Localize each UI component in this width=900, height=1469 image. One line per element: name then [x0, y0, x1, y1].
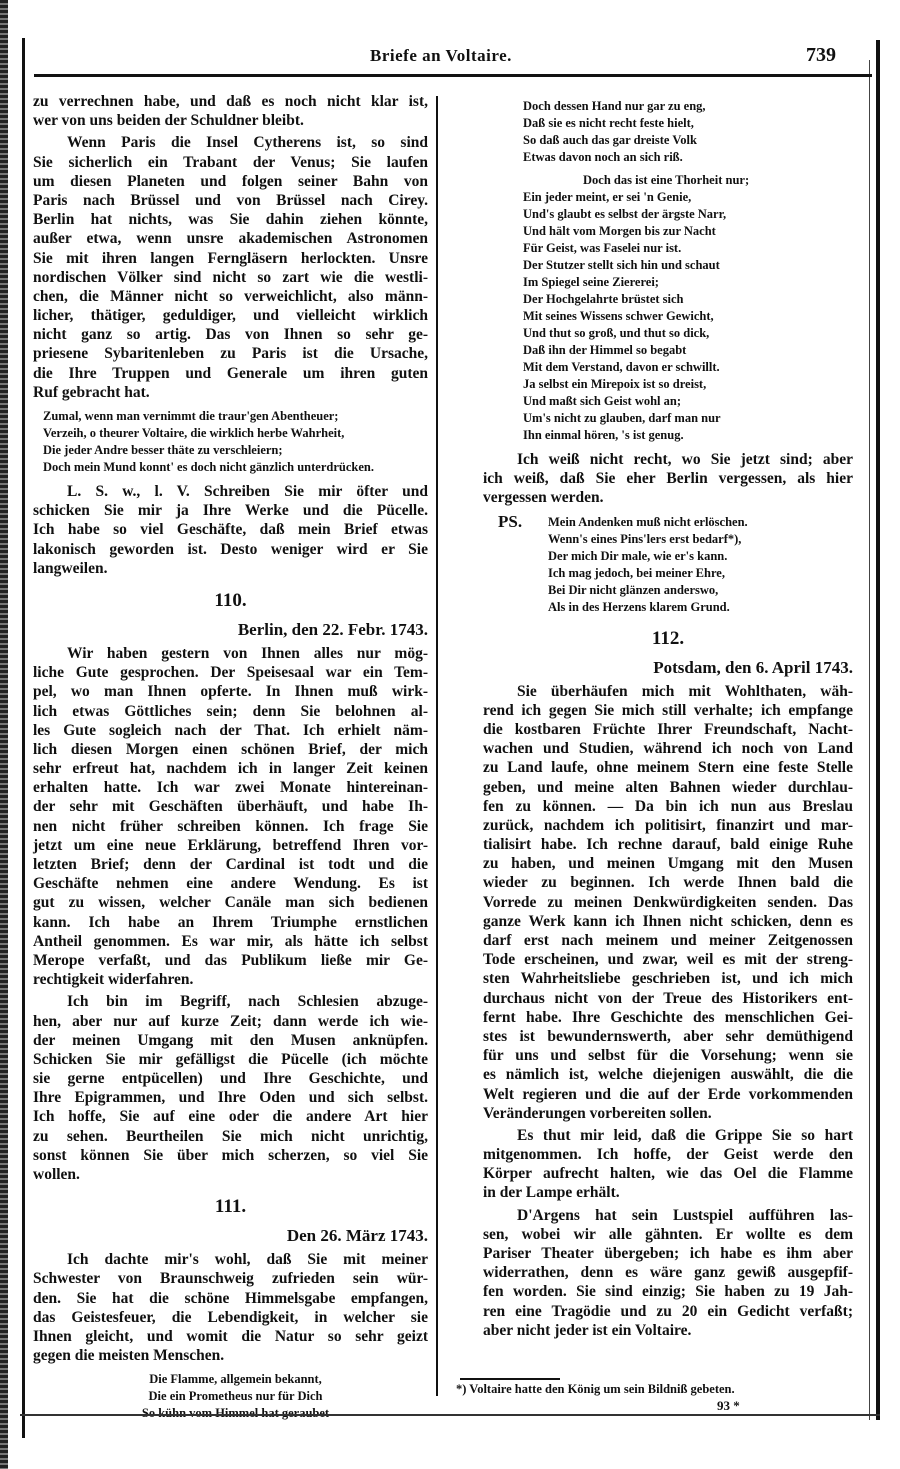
- page-number: 739: [806, 44, 836, 66]
- text-line: Ich habe so viel Geschäfte, daß mein Brief etwas: [33, 521, 428, 539]
- text-line: Bei Dir nicht glänzen anderswo,: [548, 582, 719, 597]
- text-line: les Gute sogleich nach der That. Ich erhielt näm-: [33, 721, 428, 739]
- text-line: in der Lampe erhält.: [483, 1184, 620, 1202]
- letter-number: 112.: [651, 627, 685, 649]
- paragraph: [483, 450, 853, 508]
- text-line: Ja selbst ein Mirepoix ist so dreist,: [523, 377, 707, 391]
- text-line: sen, wobei wir alle gähnten. Er wollte es dem: [483, 1225, 853, 1243]
- text-line: Ihnen gleicht, und womit die Natur so sehr geizt: [33, 1327, 428, 1345]
- text-line: Paris nach Brüssel und von Brüssel nach Cirey.: [33, 191, 428, 209]
- page-frame-right: [876, 40, 880, 1420]
- text-line: rend ich gegen Sie mich still verhalte; ich empfange: [483, 701, 853, 719]
- footnote-rule: [460, 1378, 560, 1380]
- left-column: [33, 92, 428, 1428]
- text-line: Welt regieren und die auf der Erde vorkommenden: [483, 1085, 853, 1103]
- text-line: letzten Brief; denn der Cardinal ist todt und die: [33, 856, 428, 873]
- postscript-label: PS.: [498, 511, 523, 531]
- verse-block: [498, 511, 853, 616]
- text-line: jetzt um eine neue Erklärung, betreffend Ihren vor-: [33, 836, 428, 854]
- paragraph: [33, 482, 428, 578]
- text-line: wollen.: [33, 1166, 80, 1183]
- text-line: die Ihre Truppen und Generale um ihren guten: [33, 364, 428, 382]
- bottom-rule: [20, 1414, 880, 1416]
- text-line: Der Stutzer stellt sich hin und schaut: [523, 258, 720, 272]
- text-line: Ihre Epigrammen, und Ihre Oden und sich selbst.: [33, 1089, 428, 1107]
- text-line: Mit seines Wissens schwer Gewicht,: [523, 309, 714, 323]
- text-line: gut zu wissen, welcher Canäle man sich bedienen: [33, 894, 428, 912]
- text-line: sie gerne entpücellen) und Ihre Geschichte, und: [33, 1070, 428, 1088]
- text-line: ich weiß, daß Sie eher Berlin vergessen, als hier: [483, 470, 853, 488]
- text-line: Daß ihn der Himmel so begabt: [523, 343, 687, 357]
- text-line: Ruf gebracht hat.: [33, 383, 150, 401]
- verse-block: [43, 408, 428, 476]
- text-line: Verzeih, o theurer Voltaire, die wirklich herbe Wahrheit,: [43, 426, 345, 440]
- text-line: die kostbaren Früchte Ihrer Freundschaft, Nacht-: [483, 720, 853, 738]
- text-line: Die jeder Andre besser thäte zu verschleiern;: [43, 443, 283, 457]
- text-line: Ihn einmal hören, 's ist genug.: [523, 428, 684, 442]
- text-line: Für Geist, was Faselei nur ist.: [523, 241, 682, 255]
- text-line: Vorrede zu meinen Denkwürdigkeiten senden. Das: [483, 893, 853, 911]
- text-line: lakonisch geworden ist. Desto weniger wird er Sie: [33, 540, 428, 558]
- text-line: Körper aufrecht halten, wie das Oel die Flamme: [483, 1165, 853, 1183]
- text-line: lich diesen Morgen einen schönen Brief, der mich: [33, 740, 428, 758]
- text-line: Und maßt sich Geist wohl an;: [523, 394, 682, 408]
- text-line: zu verrechnen habe, und daß es noch nicht klar ist,: [33, 93, 428, 110]
- text-line: Die ein Prometheus nur für Dich: [148, 1389, 323, 1404]
- text-line: fernt habe. Ihre Geschichte des menschlichen Gei-: [483, 1008, 853, 1026]
- text-line: zurück, nachdem ich politisirt, finanzirt und mar-: [483, 816, 853, 834]
- text-line: darf erst nach meinem und meiner Zeitgenossen: [483, 932, 853, 949]
- paragraph: [483, 1126, 853, 1203]
- text-line: Im Spiegel seine Ziererei;: [523, 275, 659, 289]
- scan-edge: [0, 0, 8, 1469]
- paragraph: [483, 682, 853, 1123]
- text-line: priesene Sybaritenleben zu Paris ist die Ursache,: [33, 345, 428, 363]
- text-line: Ich bin im Begriff, nach Schlesien abzuge-: [67, 993, 428, 1011]
- text-line: Und thut so groß, und thut so dick,: [523, 326, 710, 340]
- paragraph: [483, 1206, 853, 1340]
- text-line: licher, thätiger, geduldiger, und vielleicht wirklich: [33, 307, 428, 325]
- text-line: vergessen werden.: [483, 489, 604, 507]
- text-line: hen, aber nur auf kurze Zeit; dann werde ich wie-: [33, 1012, 428, 1030]
- text-line: Berlin hat nichts, was Sie dahin ziehen könnte,: [33, 211, 428, 229]
- text-line: pel, wo man Ihnen opferte. In Ihnen muß wirk-: [33, 683, 428, 701]
- text-line: Sie sicherlich ein Trabant der Venus; Sie laufen: [33, 153, 428, 171]
- text-line: um diesen Planeten und folgen seiner Bahn von: [33, 172, 428, 190]
- text-line: für uns und selbst für die Vorsehung; wenn sie: [483, 1047, 853, 1065]
- paragraph: [33, 1250, 428, 1365]
- text-line: sehr erfreut hat, nachdem ich in langer Zeit keinen: [33, 760, 428, 778]
- text-line: der meinen Umgang mit den Musen anknüpfen.: [33, 1031, 428, 1049]
- letter-date: Den 26. März 1743.: [286, 1226, 428, 1246]
- paragraph: [33, 992, 428, 1184]
- text-line: schicken Sie mir ja Ihre Werke und die Pücelle.: [33, 502, 428, 520]
- text-line: Mit dem Verstand, davon er schwillt.: [523, 360, 720, 374]
- text-line: wieder zu beginnen. Ich werde Ihnen bald die: [483, 874, 853, 892]
- text-line: zu Land laufe, ohne meinem Stern eine feste Stelle: [483, 759, 853, 777]
- text-line: sten Wahrheitsliebe geschrieben ist, und ich mich: [483, 970, 853, 988]
- text-line: Die Flamme, allgemein bekannt,: [149, 1372, 322, 1387]
- text-line: Antheil genommen. Es war mir, als hätte ich selbst: [33, 932, 428, 950]
- text-line: zu haben, und meinen Umgang mit den Musen: [483, 855, 853, 873]
- text-line: Daß sie es nicht recht feste hielt,: [523, 116, 694, 130]
- text-line: wer von uns beiden der Schuldner bleibt.: [33, 112, 304, 130]
- text-line: nordischen Völker sind nicht so zart wie die westli-: [33, 268, 428, 286]
- right-column: [483, 92, 853, 1343]
- text-line: wachen und Studien, während ich noch von Land: [483, 740, 853, 758]
- text-line: Der Hochgelahrte brüstet sich: [523, 292, 684, 306]
- column-divider: [436, 96, 438, 1396]
- text-line: kann. Ich habe an Ihrem Triumphe ernstlichen: [33, 913, 428, 931]
- text-line: Sie mit ihren langen Ferngläsern herlockten. Unsre: [33, 249, 428, 267]
- text-line: langweilen.: [33, 559, 108, 577]
- text-line: Pariser Theater übergeben; ich habe es ihm aber: [483, 1245, 853, 1262]
- page-frame-right-inner: [869, 60, 870, 1420]
- text-line: Veränderungen vorbereiten sollen.: [483, 1104, 712, 1122]
- text-line: fen zu können. — Da bin ich nun aus Breslau: [483, 797, 853, 815]
- text-line: Schicken Sie mir gefälligst die Pücelle (ich möchte: [33, 1050, 428, 1068]
- text-line: Doch das ist eine Thorheit nur;: [583, 173, 750, 187]
- text-line: Doch dessen Hand nur gar zu eng,: [523, 99, 706, 113]
- text-line: Merope verfaßt, und das Publikum ließe mir Ge-: [33, 951, 428, 969]
- text-line: Wir haben gestern von Ihnen alles nur mög-: [67, 644, 428, 662]
- text-line: Tode erscheinen, und zwar, weil es mit der streng-: [483, 951, 853, 969]
- text-line: nen nicht früher schreiben können. Ich frage Sie: [33, 817, 428, 835]
- text-line: geben, und meine alten Bahnen wieder durchlau-: [483, 778, 853, 796]
- text-line: Der mich Dir male, wie er's kann.: [548, 548, 728, 563]
- verse-block: [523, 172, 853, 444]
- text-line: sonst können Sie über mich scherzen, so viel Sie: [33, 1146, 428, 1164]
- text-line: stes ist bewundernswerth, aber sehr demüthigend: [483, 1027, 853, 1045]
- text-line: Mein Andenken muß nicht erlöschen.: [548, 514, 748, 529]
- text-line: Wenn Paris die Insel Cytherens ist, so sind: [67, 134, 428, 152]
- text-line: mitgenommen. Ich hoffe, der Geist werde den: [483, 1146, 853, 1164]
- text-line: liche Gute gesprochen. Der Speisesaal war ein Tem-: [33, 664, 428, 682]
- text-line: ren eine Tragödie und zu 20 ein Gedicht verfaßt;: [483, 1302, 853, 1320]
- text-line: der sehr mit Geschäften überhäuft, und habe Ih-: [33, 798, 428, 816]
- letter-date: Potsdam, den 6. April 1743.: [653, 657, 853, 677]
- text-line: tialisirt habe. Ich rechne darauf, bald einige Ruhe: [483, 836, 853, 854]
- text-line: Ein jeder meint, er sei 'n Genie,: [523, 190, 692, 204]
- letter-date: Berlin, den 22. Febr. 1743.: [237, 619, 428, 639]
- paragraph: [33, 644, 428, 989]
- text-line: durchaus nicht von der Treue des Historikers ent-: [483, 989, 853, 1007]
- text-line: Sie überhäufen mich mit Wohlthaten, wäh-: [517, 682, 853, 700]
- running-title: Briefe an Voltaire.: [370, 46, 512, 65]
- paragraph: [33, 133, 428, 402]
- text-line: es nämlich ist, welche diejenigen auswählt, die die: [483, 1066, 853, 1084]
- text-line: Wenn's eines Pins'lers erst bedarf*),: [548, 531, 742, 546]
- text-line: Doch mein Mund konnt' es doch nicht gänzlich unterdrücken.: [43, 460, 374, 474]
- text-line: Als in des Herzens klarem Grund.: [548, 599, 730, 614]
- text-line: widerrathen, denn es wäre ganz gewiß ausgepfif-: [483, 1264, 853, 1282]
- header-rule: [34, 74, 872, 77]
- text-line: Und's glaubt es selbst der ärgste Narr,: [523, 207, 727, 221]
- paragraph: [33, 92, 428, 130]
- letter-number: 111.: [214, 1196, 247, 1218]
- text-line: zu sehen. Beurtheilen Sie mich nicht unrichtig,: [33, 1127, 428, 1145]
- text-line: gegen die meisten Menschen.: [33, 1347, 225, 1365]
- text-line: Es thut mir leid, daß die Grippe Sie so hart: [517, 1126, 853, 1144]
- text-line: Zumal, wenn man vernimmt die traur'gen Abentheuer;: [43, 409, 339, 423]
- signature-mark: 93 *: [717, 1398, 740, 1413]
- text-line: Um's nicht zu glauben, darf man nur: [523, 411, 721, 425]
- text-line: Ich weiß nicht recht, wo Sie jetzt sind; aber: [517, 451, 853, 468]
- text-line: Ich mag jedoch, bei meiner Ehre,: [548, 565, 725, 580]
- text-line: erhalten hatte. Ich war zwei Monate hintereinan-: [33, 779, 428, 797]
- text-line: nicht ganz so artig. Das von Ihnen so sehr ge-: [33, 326, 428, 344]
- text-line: rechtigkeit widerfahren.: [33, 971, 194, 989]
- text-line: chen, die Männer nicht so verweichlicht, also männ-: [33, 287, 428, 305]
- text-line: So daß auch das gar dreiste Volk: [523, 133, 697, 147]
- footnote: *) Voltaire hatte den König um sein Bildniß gebeten.: [456, 1382, 735, 1396]
- text-line: lich etwas Göttliches sein; denn Sie belohnen al-: [33, 702, 428, 720]
- text-line: L. S. w., l. V. Schreiben Sie mir öfter und: [67, 483, 428, 500]
- text-line: Ich hoffe, Sie auf eine oder die andere Art hier: [33, 1108, 428, 1126]
- text-line: Schwester von Braunschweig zufrieden sein wür-: [33, 1270, 428, 1288]
- text-line: Etwas davon noch an sich riß.: [523, 150, 683, 164]
- text-line: Ich dachte mir's wohl, daß Sie mit meiner: [67, 1251, 428, 1269]
- text-line: aber nicht jeder ist ein Voltaire.: [483, 1321, 692, 1339]
- text-line: Geschäfte nehmen eine andere Wendung. Es ist: [33, 875, 428, 893]
- text-line: den. Sie hat die schöne Himmelsgabe empfangen,: [33, 1289, 428, 1307]
- text-line: fen worden. Sie sind einzig; Sie haben zu 19 Jah-: [483, 1283, 853, 1301]
- text-line: das Geistesfeuer, die Lebendigkeit, in welcher sie: [33, 1308, 428, 1326]
- verse-block: [523, 98, 853, 166]
- text-line: außer etwa, wenn unsre akademischen Astronomen: [33, 230, 428, 248]
- text-line: ganze Werk kann ich Ihnen nicht schicken, denn es: [483, 912, 853, 930]
- text-line: D'Argens hat sein Lustspiel aufführen las-: [517, 1206, 853, 1224]
- page-frame-left: [22, 38, 25, 1438]
- letter-number: 110.: [214, 589, 247, 611]
- text-line: Und hält vom Morgen bis zur Nacht: [523, 224, 716, 238]
